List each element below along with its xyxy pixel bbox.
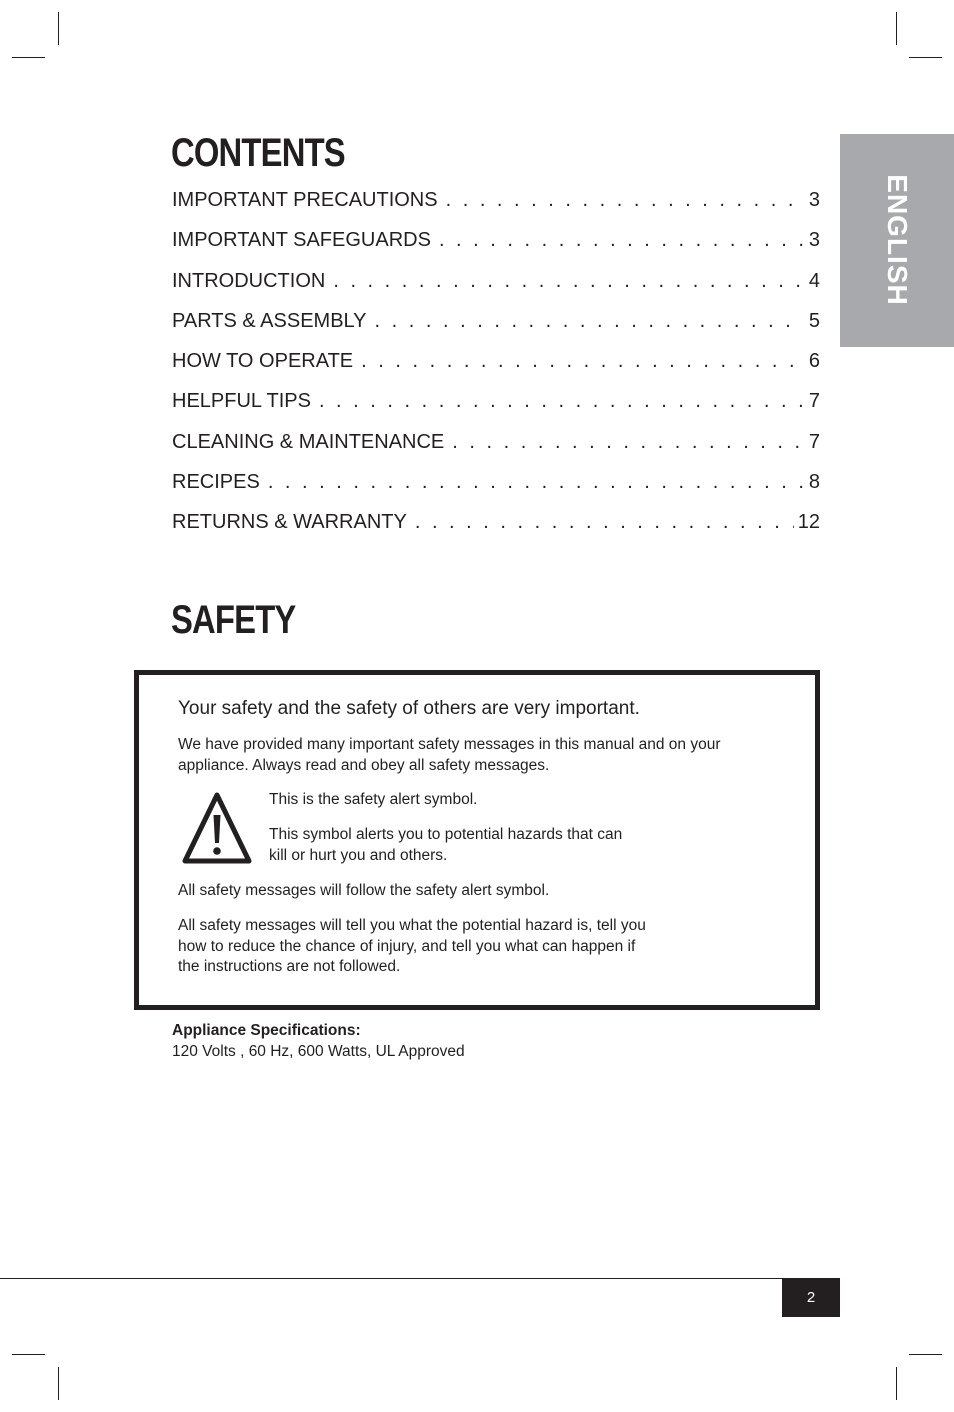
toc-entry[interactable] — [172, 343, 820, 383]
safety-tell-text: All safety messages will tell you what the potential hazard is, tell you how to reduce the chance of injury, and tell you what can happen if the instructions are not followed. — [178, 917, 646, 975]
safety-heading: SAFETY — [171, 598, 296, 642]
crop-mark — [909, 1354, 942, 1355]
safety-follow-text: All safety messages will follow the safety alert symbol. — [178, 882, 550, 899]
spec-label: Appliance Specifications: — [172, 1022, 361, 1039]
table-of-contents — [172, 182, 820, 545]
toc-leader — [268, 464, 804, 500]
toc-entry-page: 7 — [808, 390, 820, 413]
toc-leader — [375, 303, 804, 339]
appliance-specifications — [172, 1021, 465, 1062]
crop-mark — [909, 57, 942, 58]
crop-mark — [896, 1367, 897, 1400]
toc-entry[interactable] — [172, 222, 820, 262]
safety-notice-box — [134, 670, 820, 1010]
toc-leader — [446, 182, 804, 218]
toc-leader — [333, 263, 804, 299]
page-number: 2 — [782, 1278, 840, 1317]
toc-leader — [319, 383, 804, 419]
toc-entry[interactable] — [172, 182, 820, 222]
crop-mark — [58, 12, 59, 45]
toc-entry-title: RECIPES — [172, 471, 260, 494]
language-tab-label: ENGLISH — [882, 174, 913, 306]
toc-leader — [361, 343, 804, 379]
toc-leader — [452, 424, 804, 460]
toc-leader — [439, 222, 804, 258]
toc-entry[interactable] — [172, 383, 820, 423]
toc-entry-page: 6 — [808, 350, 820, 373]
safety-lead-text: Your safety and the safety of others are very important. — [178, 698, 640, 719]
crop-mark — [12, 1354, 45, 1355]
contents-heading: CONTENTS — [171, 131, 345, 175]
toc-entry-title: PARTS & ASSEMBLY — [172, 309, 367, 332]
spec-value: 120 Volts , 60 Hz, 600 Watts, UL Approved — [172, 1042, 465, 1060]
toc-entry-page: 12 — [797, 511, 820, 534]
toc-entry-title: HELPFUL TIPS — [172, 390, 311, 413]
toc-entry-page: 8 — [808, 471, 820, 494]
toc-entry[interactable] — [172, 504, 820, 544]
toc-entry-title: RETURNS & WARRANTY — [172, 511, 407, 534]
crop-mark — [58, 1367, 59, 1400]
toc-entry-page: 7 — [808, 430, 820, 453]
toc-entry-page: 3 — [808, 189, 820, 211]
crop-mark — [896, 12, 897, 45]
toc-entry-title: IMPORTANT SAFEGUARDS — [172, 229, 431, 252]
language-tab — [840, 134, 954, 347]
toc-entry-page: 5 — [808, 309, 820, 332]
safety-intro-text: We have provided many important safety messages in this manual and on your appliance. Always read and obey all safety messages. — [178, 736, 721, 774]
toc-entry[interactable] — [172, 303, 820, 343]
toc-entry-title: IMPORTANT PRECAUTIONS — [172, 189, 438, 211]
toc-entry-title: CLEANING & MAINTENANCE — [172, 430, 445, 453]
footer-rule — [0, 1278, 840, 1279]
warning-triangle-icon — [181, 791, 253, 865]
safety-symbol-description: This symbol alerts you to potential hazards that can kill or hurt you and others. — [269, 826, 623, 864]
toc-entry[interactable] — [172, 424, 820, 464]
toc-entry-title: HOW TO OPERATE — [172, 350, 354, 373]
toc-entry-page: 3 — [808, 229, 820, 252]
toc-entry[interactable] — [172, 464, 820, 504]
toc-entry-page: 4 — [808, 269, 820, 292]
crop-mark — [12, 57, 45, 58]
toc-entry[interactable] — [172, 263, 820, 303]
safety-symbol-text: This is the safety alert symbol. — [269, 791, 478, 808]
toc-leader — [415, 504, 794, 540]
toc-entry-title: INTRODUCTION — [172, 269, 326, 292]
